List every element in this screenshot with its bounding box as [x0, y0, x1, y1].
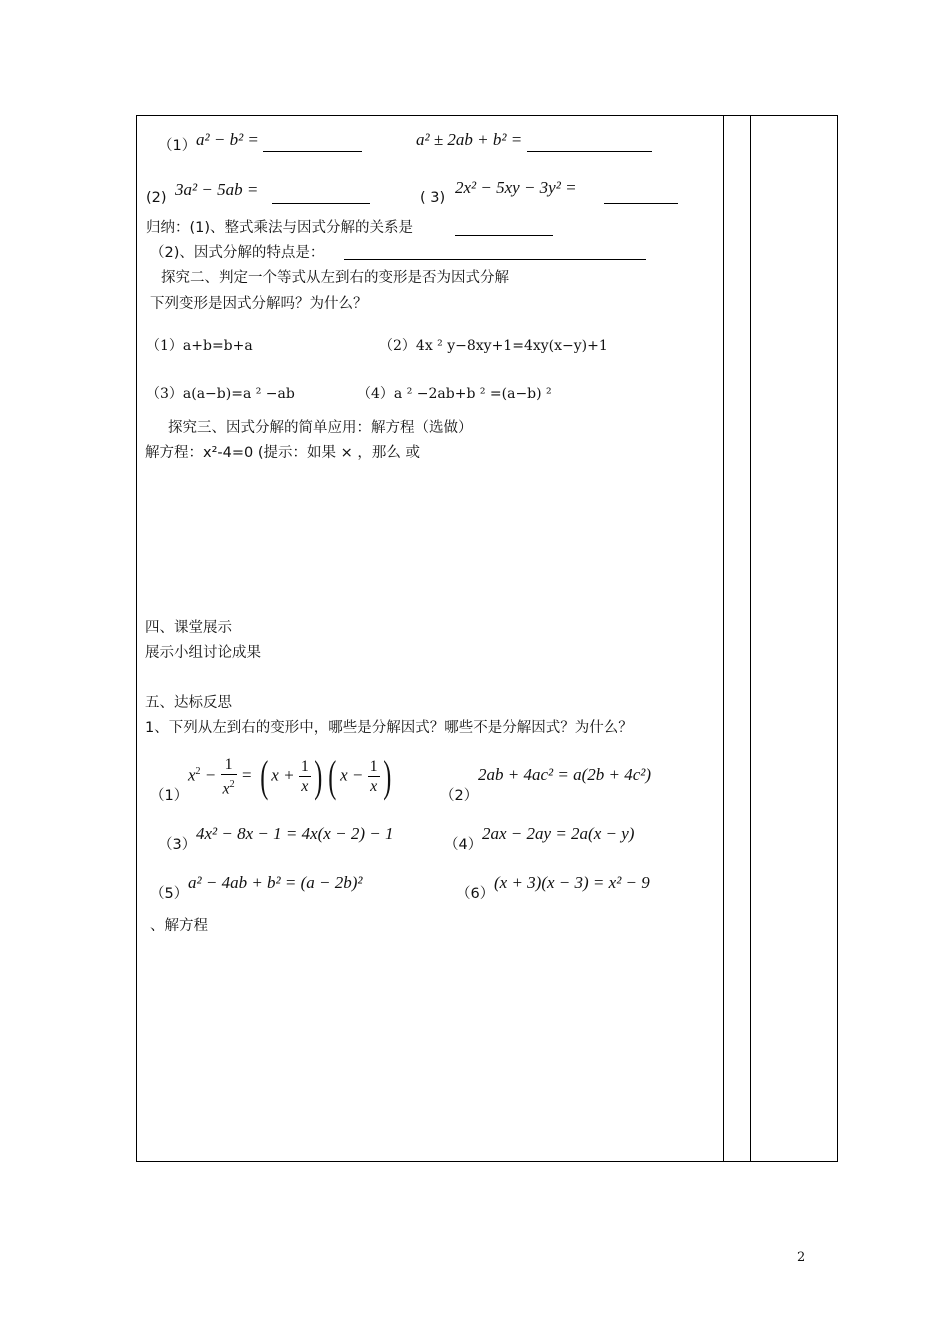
- page-number: 2: [797, 1250, 806, 1265]
- q3-label: ( 3): [420, 190, 446, 206]
- explore2-title: 探究二、判定一个等式从左到右的变形是否为因式分解: [161, 270, 509, 286]
- answer-blank[interactable]: [272, 203, 370, 204]
- answer-blank[interactable]: [527, 151, 652, 152]
- item-4-label: （4）: [444, 837, 483, 853]
- item-2-label: （2）: [440, 788, 479, 804]
- summary-line-2: （2)、因式分解的特点是：: [150, 245, 325, 261]
- section4-title: 四、课堂展示: [145, 620, 232, 636]
- column-divider: [750, 116, 751, 1161]
- item-2-expression: 2ab + 4ac² = a(2b + 4c²): [478, 765, 652, 784]
- section5-question: 1、下列从左到右的变形中，哪些是分解因式？哪些不是分解因式？为什么？: [145, 720, 633, 736]
- item-1-expression: $x^2$ − $\frac{1}{x^2}$ = ( x + $\frac{1}{x}$ ) ( x − $\frac{1}{x}$ ): [188, 751, 392, 801]
- q1-expression: a² − b² =: [196, 130, 259, 149]
- q3-expression: 2x² − 5xy − 3y² =: [455, 178, 577, 197]
- item-1-label: （1）: [150, 788, 189, 804]
- item-3-label: （3）: [158, 837, 197, 853]
- explore3-equation: 解方程：x²-4=0 (提示：如果 × ，那么 或: [145, 445, 420, 461]
- answer-blank[interactable]: [455, 235, 553, 236]
- item-4-expression: 2ax − 2ay = 2a(x − y): [482, 824, 635, 843]
- solve-equation-label: 、解方程: [150, 918, 208, 934]
- explore2-item-1: （1）a+b=b+a: [146, 338, 253, 354]
- answer-blank[interactable]: [604, 203, 678, 204]
- item-6-expression: (x + 3)(x − 3) = x² − 9: [494, 873, 650, 892]
- explore2-question: 下列变形是因式分解吗？为什么？: [150, 296, 368, 312]
- section5-title: 五、达标反思: [145, 695, 232, 711]
- answer-blank[interactable]: [263, 151, 362, 152]
- item-5-expression: a² − 4ab + b² = (a − 2b)²: [188, 873, 363, 892]
- section4-text: 展示小组讨论成果: [145, 645, 261, 661]
- explore2-item-2: （2）4x ² y−8xy+1=4xy(x−y)+1: [379, 338, 608, 354]
- q2-label: (2): [146, 190, 167, 206]
- q1-label: （1）: [158, 138, 197, 154]
- explore2-item-4: （4）a ² −2ab+b ² =(a−b) ²: [357, 386, 552, 402]
- summary-line-1: 归纳：(1)、整式乘法与因式分解的关系是: [146, 220, 414, 236]
- explore2-item-3: （3）a(a−b)=a ² −ab: [146, 386, 295, 402]
- explore3-title: 探究三、因式分解的简单应用：解方程（选做）: [168, 420, 473, 436]
- item-6-label: （6）: [456, 886, 495, 902]
- q2-expression: 3a² − 5ab =: [175, 180, 259, 199]
- item-5-label: （5）: [150, 886, 189, 902]
- item-3-expression: 4x² − 8x − 1 = 4x(x − 2) − 1: [196, 824, 394, 843]
- q1b-expression: a² ± 2ab + b² =: [416, 130, 523, 149]
- answer-blank[interactable]: [344, 259, 646, 260]
- column-divider: [723, 116, 724, 1161]
